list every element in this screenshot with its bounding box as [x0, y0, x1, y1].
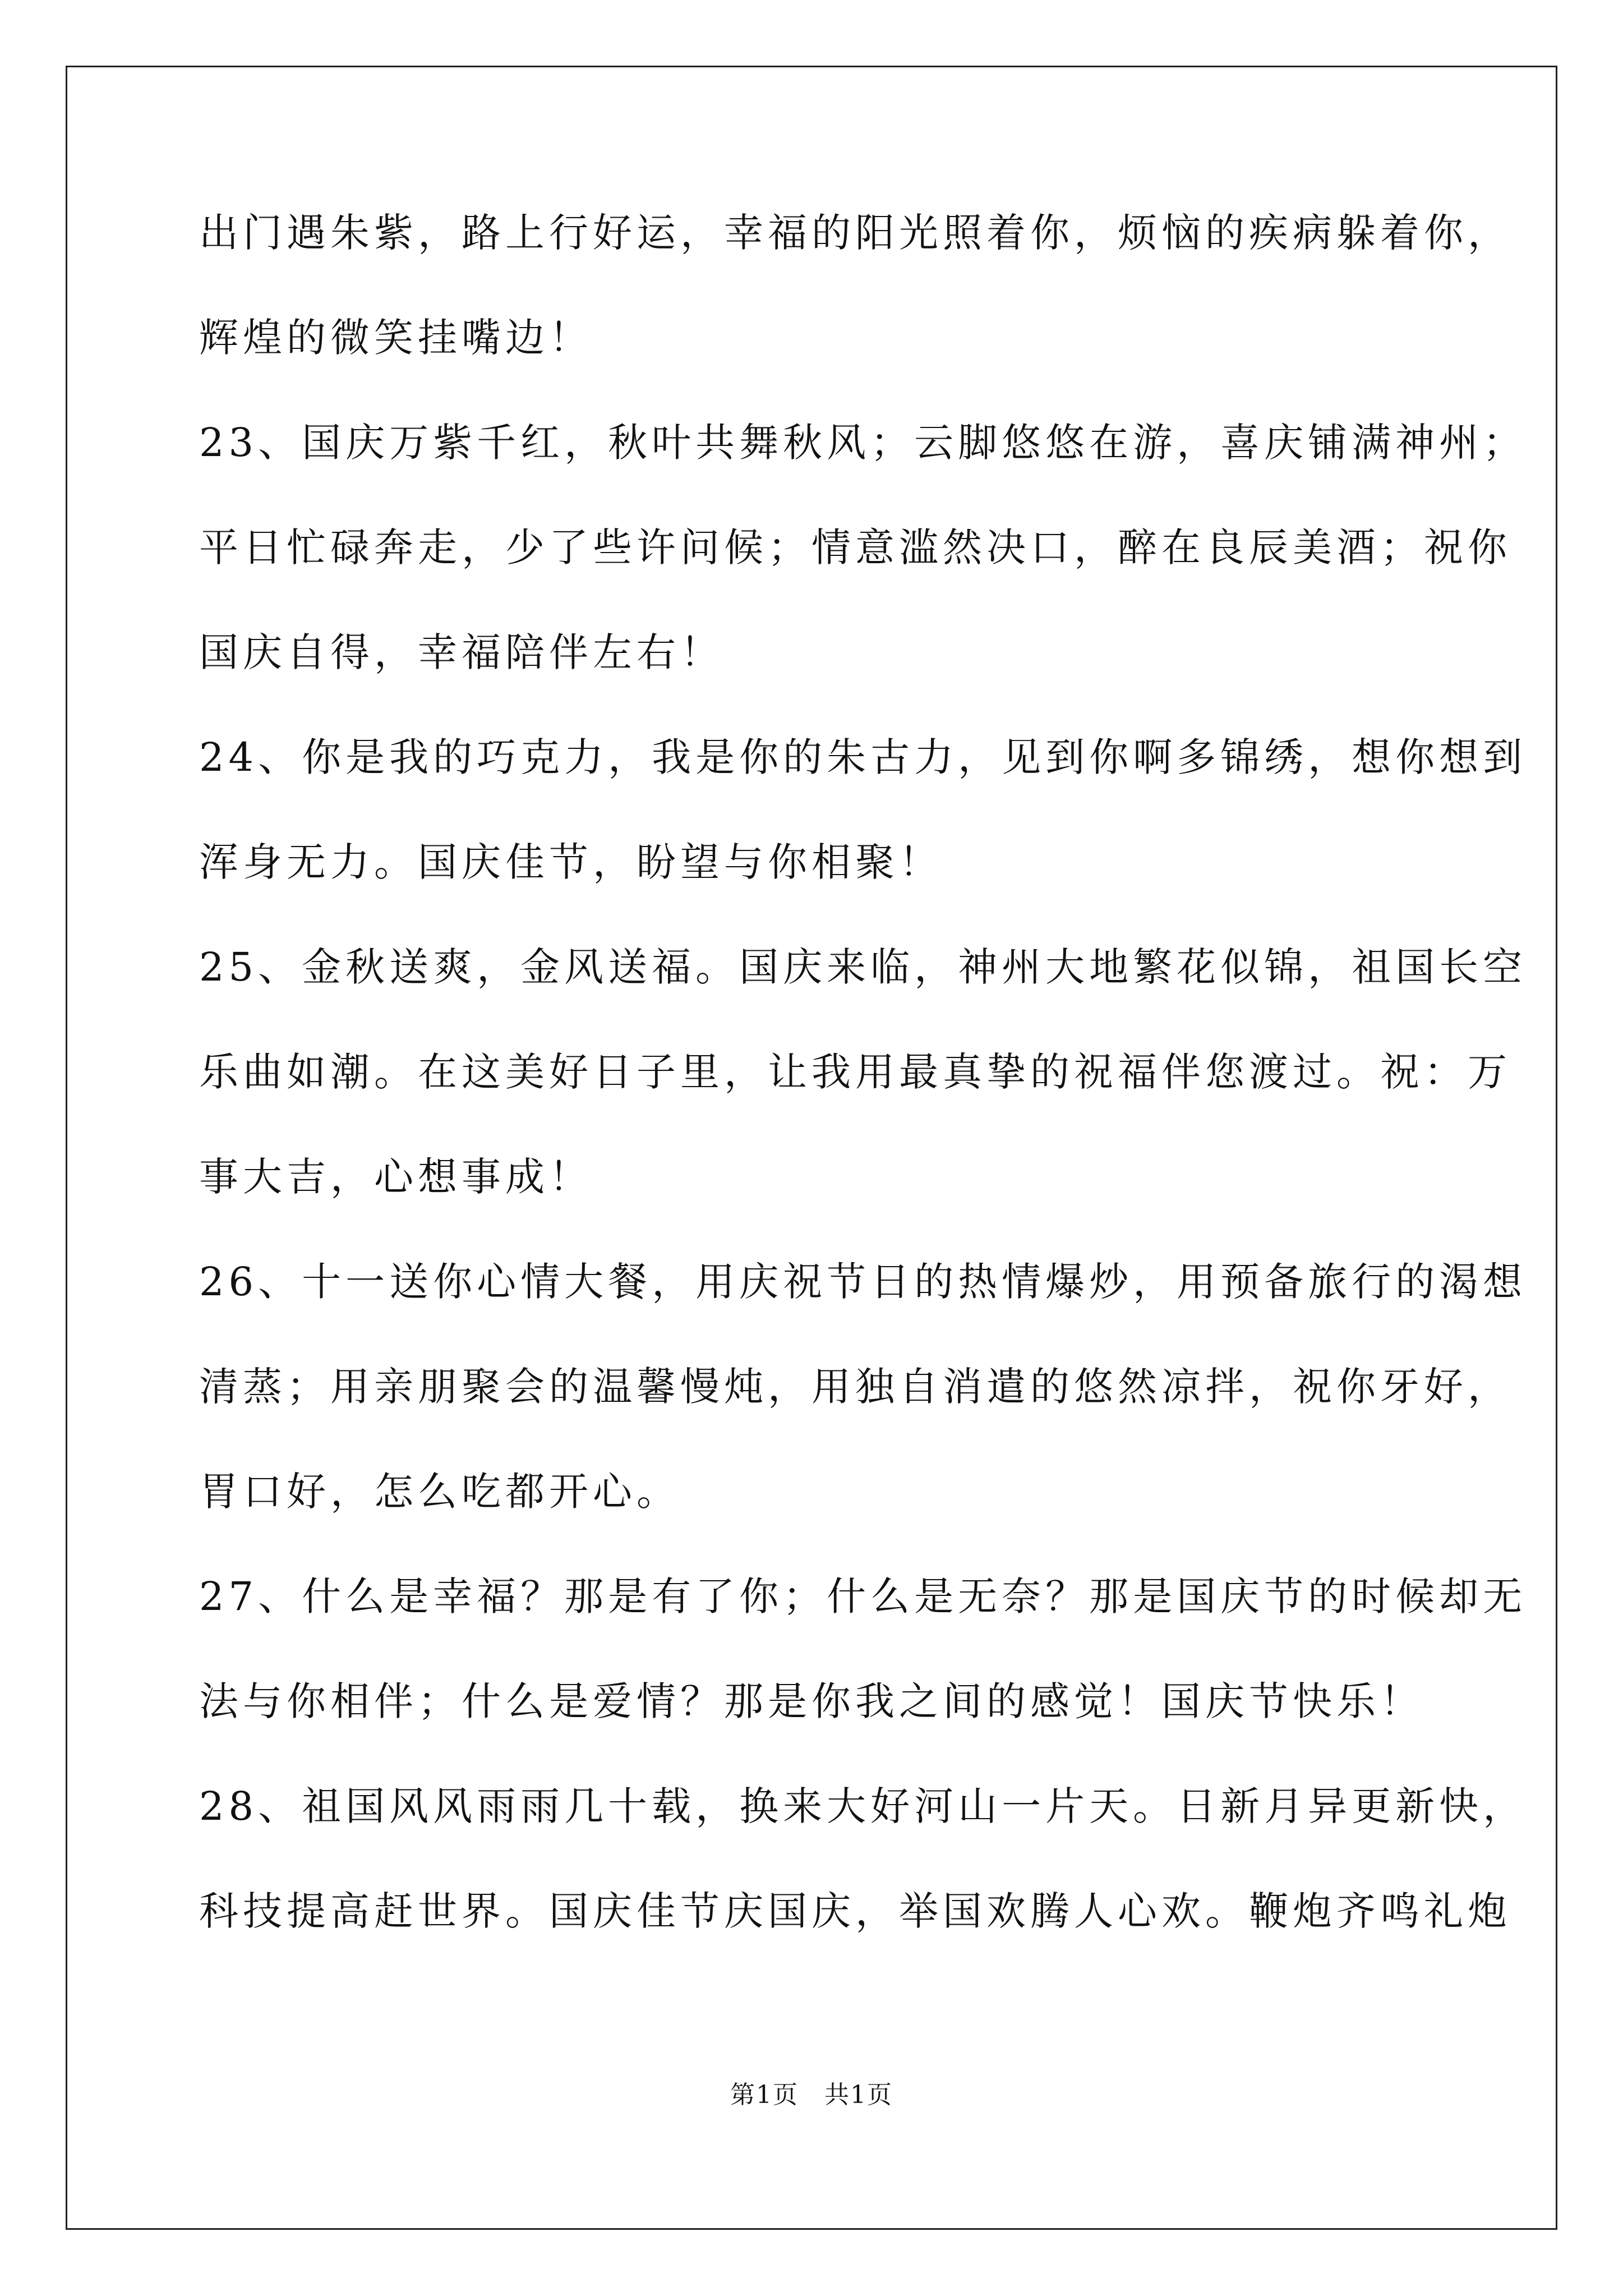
text-line: 胃口好，怎么吃都开心。 — [199, 1469, 680, 1515]
text-line: 28、祖国风风雨雨几十载，换来大好河山一片天。日新月异更新快， — [199, 1783, 1527, 1829]
text-line: 科技提高赶世界。国庆佳节庆国庆，举国欢腾人心欢。鞭炮齐鸣礼炮 — [199, 1888, 1511, 1934]
text-line: 出门遇朱紫，路上行好运，幸福的阳光照着你，烦恼的疾病躲着你， — [199, 210, 1511, 256]
text-line: 法与你相伴；什么是爱情？那是你我之间的感觉！国庆节快乐！ — [199, 1678, 1424, 1724]
text-line: 清蒸；用亲朋聚会的温馨慢炖，用独自消遣的悠然凉拌，祝你牙好， — [199, 1364, 1511, 1410]
text-line: 乐曲如潮。在这美好日子里，让我用最真挚的祝福伴您渡过。祝：万 — [199, 1049, 1511, 1095]
text-line: 23、国庆万紫千红，秋叶共舞秋风；云脚悠悠在游，喜庆铺满神州； — [199, 420, 1527, 466]
text-line: 27、什么是幸福？那是有了你；什么是无奈？那是国庆节的时候却无 — [199, 1573, 1527, 1619]
text-line: 辉煌的微笑挂嘴边！ — [199, 315, 593, 361]
text-line: 24、你是我的巧克力，我是你的朱古力，见到你啊多锦绣，想你想到 — [199, 734, 1527, 780]
document-body — [199, 210, 1527, 1996]
text-line: 事大吉，心想事成！ — [199, 1154, 593, 1200]
text-line: 平日忙碌奔走，少了些许问候；情意滥然决口，醉在良辰美酒；祝你 — [199, 524, 1511, 570]
text-line: 25、金秋送爽，金风送福。国庆来临，神州大地繁花似锦，祖国长空 — [199, 944, 1527, 990]
text-line: 国庆自得，幸福陪伴左右！ — [199, 629, 724, 675]
page-number-footer: 第1页 共1页 — [730, 2081, 893, 2109]
text-line: 26、十一送你心情大餐，用庆祝节日的热情爆炒，用预备旅行的渴想 — [199, 1259, 1527, 1305]
text-line: 浑身无力。国庆佳节，盼望与你相聚！ — [199, 839, 943, 885]
